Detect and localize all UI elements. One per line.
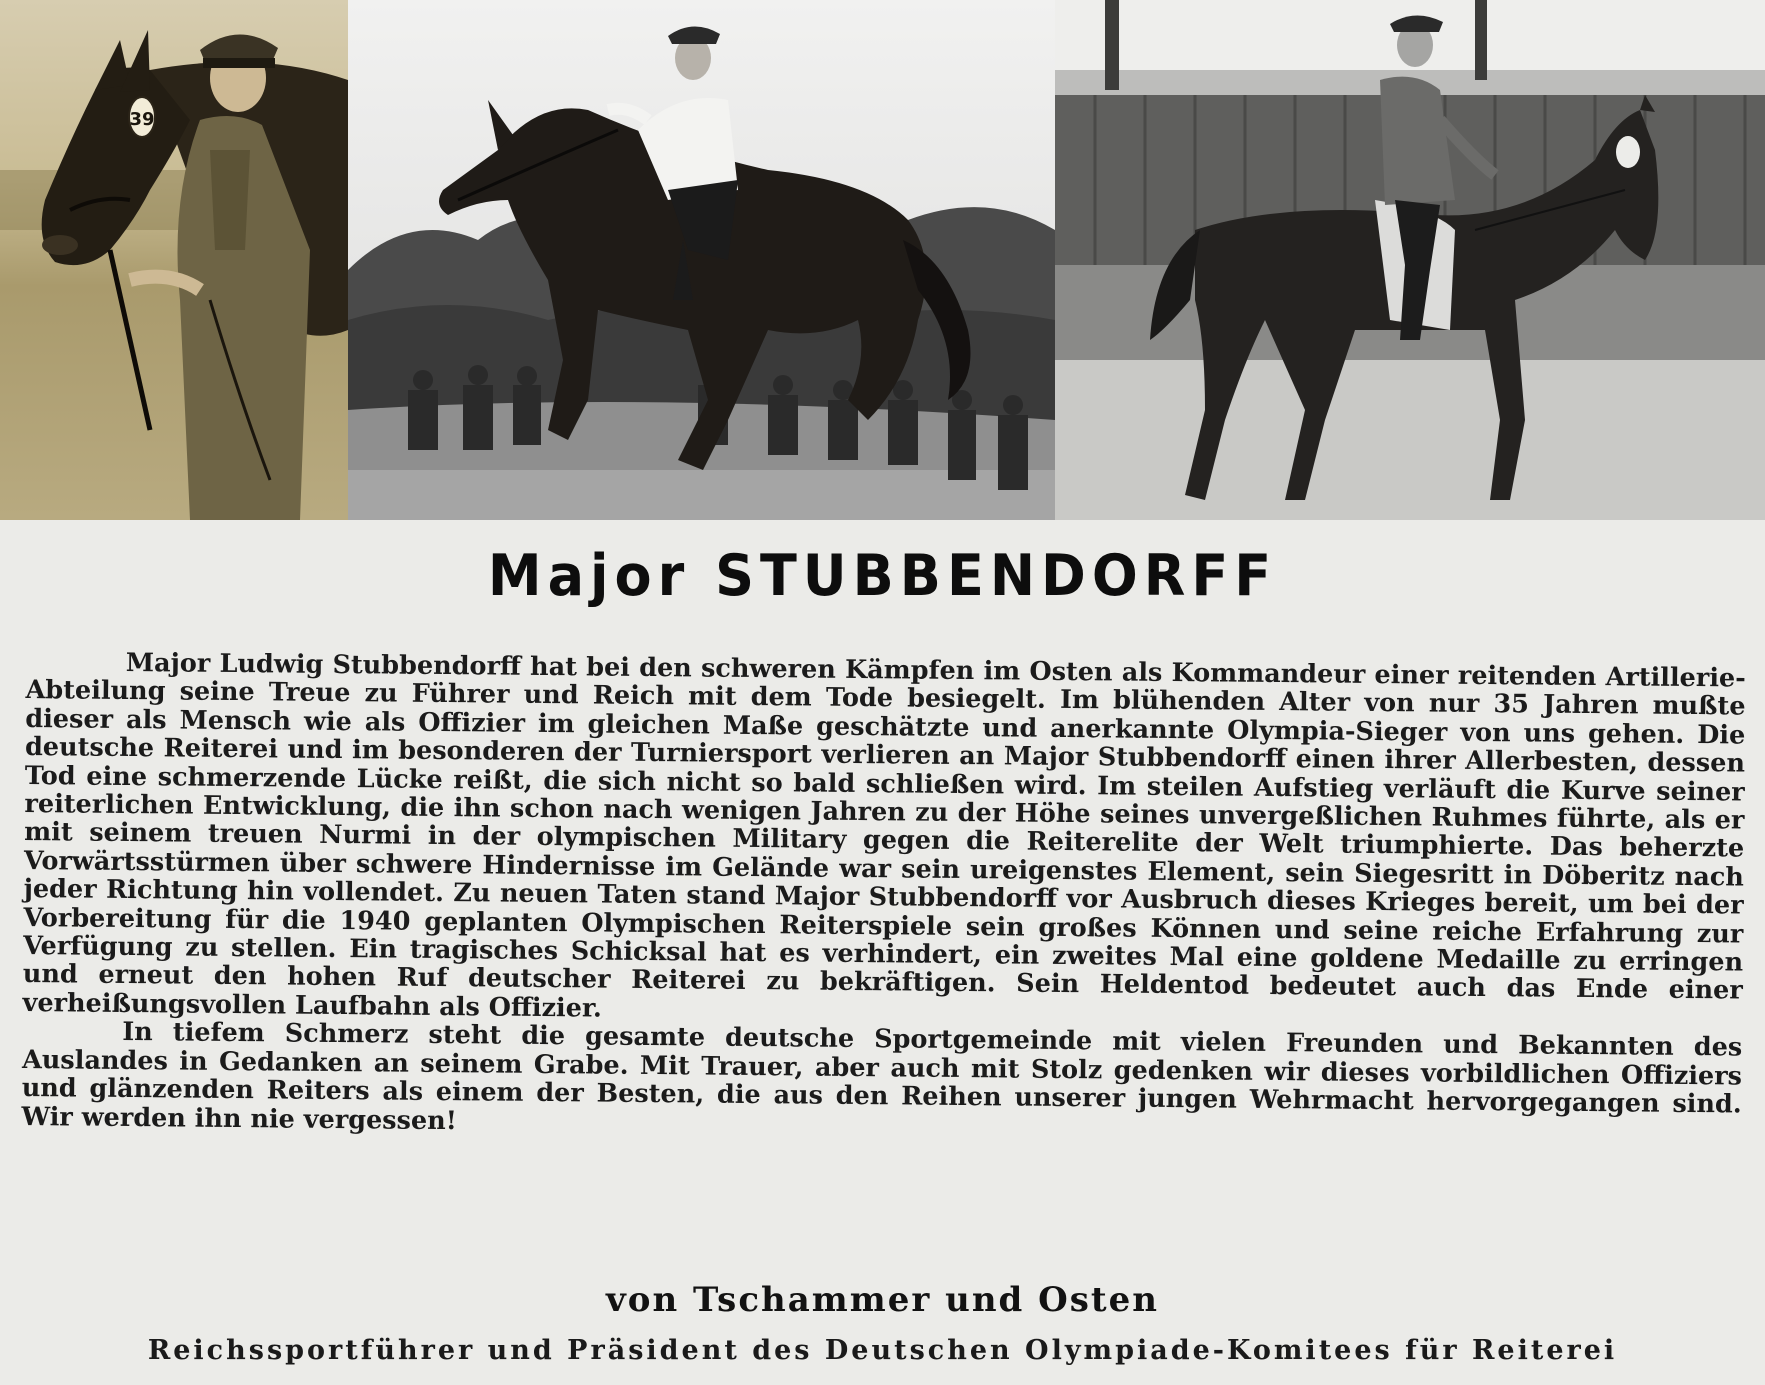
signature-name: von Tschammer und Osten	[606, 1280, 1159, 1320]
photo-officer-with-horse	[0, 0, 348, 520]
body-paragraph-1: Major Ludwig Stubbendorff hat bei den schweren Kämpfen im Osten als Kommandeur einer reitenden Artillerie-Abteilung seine Treue zu Führer und Reich mit dem Tode besiegelt. Im blühenden Alter von nur 35 Jahren mußte dieser als Mensch wie als Offizier im gleichen Maße geschätzte und anerkannte Olympia-Sieger von uns gehen. Die deutsche Reiterei und im besonderen der Turniersport verlieren an Major Stubbendorff einen ihrer Allerbesten, dessen Tod eine schmerzende Lücke reißt, die sich nicht so bald schließen wird. Im steilen Aufstieg verläuft die Kurve seiner reiterlichen Entwicklung, die ihn schon nach wenigen Jahren zu der Höhe seines unvergeßlichen Ruhmes führte, als er mit seinem treuen Nurmi in der olympischen Military gegen die Reiterelite der Welt triumphierte. Das beherzte Vorwärtsstürmen über schwere Hindernisse im Gelände war sein ureigenstes Element, sein Siegesritt in Döberitz nach jeder Richtung hin vollendet. Zu neuen Taten stand Major Stubbendorff vor Ausbruch dieses Krieges bereit, um bei der Vorbereitung für die 1940 geplanten Olympischen Reiterspiele sein großes Können und seine reiche Erfahrung zur Verfügung zu stellen. Ein tragisches Schicksal hat es verhindert, ein zweites Mal eine goldene Medaille zu erringen und erneut den hohen Ruf deutscher Reiterei zu bekräftigen. Sein Heldentod bedeutet auch das Ende einer verheißungsvollen Laufbahn als Offizier.	[22, 647, 1746, 1024]
signature-title: Reichssportführer und Präsident des Deutschen Olympiade-Komitees für Reiterei	[147, 1335, 1618, 1366]
article-headline: Major STUBBENDORFF	[487, 542, 1278, 609]
body-paragraph-2: In tiefem Schmerz steht die gesamte deutsche Sportgemeinde mit vielen Freunden und Bekannten des Auslandes in Gedanken an seinem Grabe. Mit Trauer, aber auch mit Stolz gedenken wir dieses vorbildlichen Offiziers und glänzenden Reiters als einem der Besten, die aus den Reihen unserer jungen Wehrmacht hervorgegangen sind. Wir werden ihn nie vergessen!	[21, 1017, 1743, 1136]
photo-rider-galloping	[348, 0, 1055, 520]
photo-rider-arena	[1055, 0, 1765, 520]
bib-number: 39	[129, 109, 155, 130]
article-body	[21, 648, 1746, 1147]
photo-strip	[0, 0, 1765, 520]
article	[0, 520, 1765, 1385]
